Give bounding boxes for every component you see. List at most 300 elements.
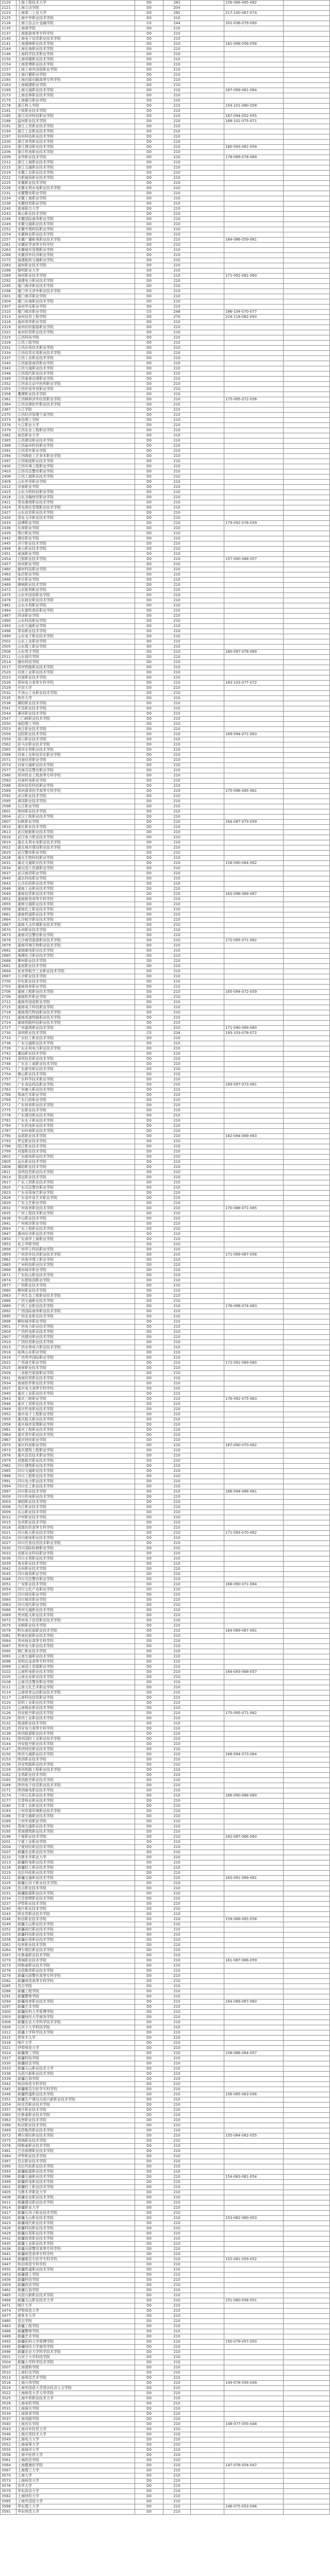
row-school-name: 江西经济管理干部学院	[16, 413, 135, 418]
row-level: D0	[135, 1757, 163, 1762]
row-count: 210	[163, 650, 191, 655]
row-phone	[224, 335, 284, 341]
row-phone	[224, 1860, 284, 1866]
table-row	[1, 1206, 330, 1211]
row-phone	[224, 1335, 284, 1340]
row-school-name: 安徽涉外经济职业学院	[16, 253, 135, 258]
row-count: 210	[163, 1062, 191, 1067]
row-note	[284, 397, 330, 402]
table-row	[1, 815, 330, 820]
row-note	[284, 588, 330, 593]
row-phone	[224, 634, 284, 639]
row-ratio	[191, 98, 224, 104]
row-ratio	[191, 2267, 224, 2273]
row-ratio	[191, 1866, 224, 1871]
row-code: 2225	[1, 181, 16, 186]
row-code: 3087	[1, 1644, 16, 1649]
row-school-name: 广东碧桂园职业学院	[16, 1278, 135, 1283]
row-school-name: 郑州铁路职业技术学院	[16, 665, 135, 670]
table-row	[1, 2236, 330, 2242]
row-code: 2275	[1, 258, 16, 263]
row-school-name: 泰山职业技术学院	[16, 547, 135, 552]
row-code: 3381	[1, 2149, 16, 2154]
table-row	[1, 1809, 330, 1814]
row-phone	[224, 1804, 284, 1809]
row-note	[284, 1242, 330, 1247]
row-note	[284, 11, 330, 16]
row-school-name: 广东司法警官职业学院	[16, 1185, 135, 1191]
row-count: 210	[163, 1788, 191, 1793]
table-row	[1, 938, 330, 943]
row-level: D0	[135, 2355, 163, 2360]
row-school-name: 山东电子职业技术学院	[16, 634, 135, 639]
row-phone: 164-093-068-057	[224, 1670, 284, 1675]
row-school-name: 上海出版印刷高等专科学校	[16, 78, 135, 83]
row-code: 2850	[1, 1237, 16, 1242]
row-level: D0	[135, 1052, 163, 1057]
row-count: 210	[163, 2329, 191, 2334]
row-count: 210	[163, 2206, 191, 2211]
table-row	[1, 2252, 330, 2257]
table-row	[1, 310, 330, 315]
row-note	[284, 1448, 330, 1453]
row-code: 2385	[1, 438, 16, 444]
row-count: 210	[163, 1907, 191, 1912]
row-phone: 150-079-057-050	[224, 2340, 284, 2345]
row-level: D0	[135, 1041, 163, 1046]
row-ratio	[191, 2489, 224, 2494]
row-code: 2406	[1, 474, 16, 480]
table-row	[1, 1000, 330, 1005]
row-school-name: 克拉玛依职业技术学院	[16, 1871, 135, 1876]
row-school-name: 和田职业技术学院	[16, 2123, 135, 2128]
row-count: 210	[163, 2242, 191, 2247]
row-school-name: 武汉工程职业技术学院	[16, 815, 135, 820]
table-row	[1, 2097, 330, 2103]
row-code: 2715	[1, 1005, 16, 1010]
row-note	[284, 1799, 330, 1804]
row-ratio	[191, 974, 224, 979]
table-row	[1, 1752, 330, 1757]
row-phone	[224, 1407, 284, 1412]
table-row	[1, 1902, 330, 1907]
row-count: 210	[163, 624, 191, 629]
table-row	[1, 37, 330, 42]
row-count: 210	[163, 2309, 191, 2314]
row-phone	[224, 444, 284, 449]
row-note	[284, 1103, 330, 1108]
row-phone	[224, 2097, 284, 2103]
row-code: 3312	[1, 2030, 16, 2036]
table-row	[1, 1680, 330, 1685]
table-row	[1, 1489, 330, 1495]
row-phone	[224, 47, 284, 52]
row-note	[284, 2262, 330, 2267]
row-note	[284, 809, 330, 815]
row-count: 210	[163, 98, 191, 104]
row-school-name: 陕西工业职业技术学院	[16, 1716, 135, 1721]
row-phone	[224, 2149, 284, 2154]
row-level: D0	[135, 2309, 163, 2314]
row-code: 2670	[1, 928, 16, 933]
row-code: 2721	[1, 1015, 16, 1021]
table-row	[1, 2355, 330, 2360]
table-row	[1, 2231, 330, 2236]
row-ratio	[191, 2484, 224, 2489]
row-phone	[224, 1459, 284, 1464]
row-code: 3018	[1, 1526, 16, 1531]
row-level: D0	[135, 784, 163, 789]
row-ratio	[191, 1232, 224, 1237]
table-row	[1, 1984, 330, 1989]
row-school-name: 江西工程学院	[16, 341, 135, 346]
row-phone	[224, 701, 284, 706]
row-note	[284, 2355, 330, 2360]
row-phone	[224, 207, 284, 212]
row-count: 210	[163, 1139, 191, 1144]
table-row	[1, 1726, 330, 1732]
table-row	[1, 1886, 330, 1891]
row-ratio	[191, 42, 224, 47]
row-school-name: 安徽国际商务职业学院	[16, 217, 135, 222]
row-code: 2337	[1, 356, 16, 361]
row-level: D0	[135, 1644, 163, 1649]
row-phone	[224, 1943, 284, 1948]
row-count: 210	[163, 758, 191, 763]
table-row	[1, 397, 330, 402]
row-school-name: 陕西铁路工程职业技术学院	[16, 1768, 135, 1773]
row-ratio	[191, 1185, 224, 1191]
table-row	[1, 2133, 330, 2139]
row-phone	[224, 1546, 284, 1551]
row-note	[284, 1701, 330, 1706]
row-school-name: 佛山职业技术学院	[16, 1072, 135, 1077]
table-row	[1, 500, 330, 505]
row-code: 3096	[1, 1659, 16, 1665]
row-note	[284, 500, 330, 505]
row-note	[284, 1819, 330, 1824]
row-note	[284, 1021, 330, 1026]
row-school-name: 湖南工业职业技术学院	[16, 887, 135, 892]
row-note	[284, 1010, 330, 1015]
row-level: D0	[135, 1366, 163, 1371]
row-level: D0	[135, 2283, 163, 2288]
row-level: D0	[135, 711, 163, 717]
row-school-name: 郑州信息科技职业学院	[16, 784, 135, 789]
table-row	[1, 1268, 330, 1273]
row-school-name: 河南机电职业学院	[16, 778, 135, 784]
row-ratio	[191, 2391, 224, 2396]
table-row	[1, 768, 330, 773]
row-school-name: 菏泽职业学院	[16, 614, 135, 619]
row-code: 2736	[1, 1041, 16, 1046]
row-phone: 168-101-075-071	[224, 119, 284, 124]
row-level: D0	[135, 737, 163, 742]
row-school-name: 上海兴伟学院	[16, 2381, 135, 2386]
row-level: D0	[135, 1304, 163, 1309]
row-note	[284, 871, 330, 876]
row-phone	[224, 665, 284, 670]
row-note	[284, 1397, 330, 1402]
row-level: D0	[135, 861, 163, 866]
row-ratio	[191, 1969, 224, 1974]
row-level: D0	[135, 562, 163, 567]
row-school-name: 上海政法学院	[16, 2458, 135, 2463]
row-count: 210	[163, 2314, 191, 2319]
row-school-name: 湖北国土资源职业学院	[16, 866, 135, 871]
row-count: 210	[163, 1850, 191, 1855]
row-phone	[224, 691, 284, 696]
row-phone	[224, 809, 284, 815]
table-row	[1, 2396, 330, 2401]
table-row	[1, 2262, 330, 2267]
table-row	[1, 2314, 330, 2319]
row-phone	[224, 2144, 284, 2149]
row-phone	[224, 2221, 284, 2226]
row-code: 2466	[1, 578, 16, 583]
row-school-name: 上海师范大学天华学院	[16, 2391, 135, 2396]
row-code: 3111	[1, 1685, 16, 1690]
table-row	[1, 552, 330, 557]
row-count: 210	[163, 78, 191, 83]
row-count: 210	[163, 964, 191, 969]
row-code: 3324	[1, 2051, 16, 2056]
row-level: D0	[135, 1433, 163, 1438]
row-phone	[224, 876, 284, 882]
row-ratio	[191, 1010, 224, 1015]
table-row	[1, 2319, 330, 2324]
row-note	[284, 258, 330, 263]
row-phone: 169-094-071-063	[224, 732, 284, 737]
row-phone	[224, 2453, 284, 2458]
row-school-name: 喀什大学	[16, 2041, 135, 2046]
table-row	[1, 1433, 330, 1438]
row-ratio	[191, 1824, 224, 1829]
row-ratio	[191, 923, 224, 928]
row-level: D0	[135, 1866, 163, 1871]
row-note	[284, 433, 330, 438]
row-phone	[224, 67, 284, 73]
row-ratio	[191, 2211, 224, 2216]
row-phone	[224, 1747, 284, 1752]
row-ratio	[191, 2092, 224, 2097]
row-school-name: 三亚航空旅游职业学院	[16, 1371, 135, 1376]
row-level: D0	[135, 794, 163, 799]
row-code: 2418	[1, 495, 16, 500]
row-ratio	[191, 160, 224, 165]
row-note	[284, 2257, 330, 2262]
row-level: D0	[135, 11, 163, 16]
row-level: D0	[135, 222, 163, 227]
row-phone	[224, 1484, 284, 1489]
row-level: D0	[135, 2278, 163, 2283]
row-phone: 149-078-056-049	[224, 2381, 284, 2386]
row-level: D0	[135, 1618, 163, 1623]
row-ratio	[191, 1206, 224, 1211]
row-note	[284, 1031, 330, 1036]
row-school-name: 广西农业职业技术学院	[16, 1314, 135, 1319]
row-code: 2163	[1, 83, 16, 88]
row-phone	[224, 408, 284, 413]
row-level: D0	[135, 1587, 163, 1592]
row-ratio	[191, 1505, 224, 1510]
row-level: D0	[135, 717, 163, 722]
row-count: 210	[163, 366, 191, 371]
row-school-name: 日照职业技术学院	[16, 557, 135, 562]
row-ratio	[191, 1350, 224, 1355]
row-note	[284, 6, 330, 11]
row-phone	[224, 78, 284, 83]
row-code: 3405	[1, 2190, 16, 2195]
row-note	[284, 289, 330, 294]
row-phone	[224, 1149, 284, 1155]
row-school-name: 海南经贸职业技术学院	[16, 1376, 135, 1381]
row-level: D0	[135, 1216, 163, 1222]
table-row	[1, 1891, 330, 1896]
row-school-name: 平顶山工业职业技术学院	[16, 691, 135, 696]
row-count: 210	[163, 1036, 191, 1041]
row-code: 2874	[1, 1278, 16, 1283]
table-row	[1, 1041, 330, 1046]
row-code: 2249	[1, 222, 16, 227]
row-note	[284, 536, 330, 541]
table-row	[1, 1829, 330, 1835]
row-note	[284, 454, 330, 459]
row-count: 210	[163, 248, 191, 253]
row-school-name: 上海科学技术职业学院	[16, 52, 135, 57]
row-note	[284, 1113, 330, 1118]
row-count: 210	[163, 773, 191, 778]
row-school-name: 江西青年职业学院	[16, 449, 135, 454]
row-count: 210	[163, 892, 191, 897]
row-note	[284, 392, 330, 397]
row-count: 248	[163, 310, 191, 315]
row-level: D0	[135, 995, 163, 1000]
row-code: 2961	[1, 1428, 16, 1433]
row-level: D0	[135, 2427, 163, 2432]
row-phone	[224, 2139, 284, 2144]
table-row	[1, 212, 330, 217]
row-count: 210	[163, 887, 191, 892]
row-phone: 175-096-065-061	[224, 789, 284, 794]
row-count: 210	[163, 2015, 191, 2020]
row-code: 3075	[1, 1623, 16, 1629]
row-code: 2400	[1, 464, 16, 469]
row-ratio	[191, 603, 224, 608]
row-level: D0	[135, 2412, 163, 2417]
row-ratio	[191, 562, 224, 567]
row-count: 210	[163, 1355, 191, 1361]
row-level: D0	[135, 485, 163, 490]
table-row	[1, 145, 330, 150]
row-count: 210	[163, 1325, 191, 1330]
row-level: D0	[135, 979, 163, 985]
row-code: 2568	[1, 753, 16, 758]
row-code: 2706	[1, 990, 16, 995]
row-level: D0	[135, 1551, 163, 1556]
row-note	[284, 1232, 330, 1237]
row-count: 210	[163, 2092, 191, 2097]
table-row	[1, 1618, 330, 1623]
row-note	[284, 948, 330, 954]
table-row	[1, 923, 330, 928]
row-phone	[224, 341, 284, 346]
row-note	[284, 1855, 330, 1860]
row-count: 210	[163, 1984, 191, 1989]
row-school-name: 内江职业技术学院	[16, 1505, 135, 1510]
row-school-name: 南昌理工学院	[16, 418, 135, 423]
row-count: 210	[163, 923, 191, 928]
row-code: 3474	[1, 2309, 16, 2314]
row-school-name: 乐山职业技术学院	[16, 1510, 135, 1515]
row-ratio	[191, 1546, 224, 1551]
table-row	[1, 1866, 330, 1871]
row-school-name: 塔里木大学	[16, 2036, 135, 2041]
row-code: 3165	[1, 1778, 16, 1783]
row-code: 2637	[1, 871, 16, 876]
row-code: 3255	[1, 1933, 16, 1938]
table-row	[1, 804, 330, 809]
row-code: 3483	[1, 2324, 16, 2329]
row-school-name: 新疆农业大学科学技术学院	[16, 2350, 135, 2355]
row-count: 210	[163, 1268, 191, 1273]
row-level: C0	[135, 21, 163, 26]
row-school-name: 新疆警察学院	[16, 2329, 135, 2334]
row-code: 3540	[1, 2422, 16, 2427]
row-code: 2370	[1, 413, 16, 418]
row-school-name: 江西省北京中医药职业学院	[16, 382, 135, 387]
table-row	[1, 742, 330, 748]
row-ratio	[191, 1134, 224, 1139]
row-phone	[224, 2128, 284, 2133]
row-school-name: 潍坊科技学院	[16, 660, 135, 665]
row-phone: 193-103-078-072	[224, 1031, 284, 1036]
row-count: 210	[163, 531, 191, 536]
table-row	[1, 2391, 330, 2396]
row-school-name: 上海财经大学	[16, 2494, 135, 2499]
row-note	[284, 1263, 330, 1268]
row-ratio	[191, 2314, 224, 2319]
row-level: D0	[135, 815, 163, 820]
row-school-name: 阿勒泰职业技术学院	[16, 1963, 135, 1969]
row-phone	[224, 2345, 284, 2350]
row-ratio	[191, 567, 224, 572]
row-note	[284, 567, 330, 572]
row-count: 210	[163, 799, 191, 804]
row-code: 3054	[1, 1587, 16, 1592]
row-phone	[224, 2195, 284, 2200]
table-row	[1, 1392, 330, 1397]
row-code: 2121	[1, 6, 16, 11]
row-note	[284, 171, 330, 176]
row-ratio	[191, 1036, 224, 1041]
row-count: 210	[163, 918, 191, 923]
row-ratio	[191, 16, 224, 21]
row-phone: 171-099-067-058	[224, 1252, 284, 1258]
table-row	[1, 2283, 330, 2288]
row-ratio	[191, 815, 224, 820]
row-note	[284, 1742, 330, 1747]
row-count: 210	[163, 2453, 191, 2458]
table-row	[1, 748, 330, 753]
row-code: 3036	[1, 1556, 16, 1562]
row-note	[284, 1175, 330, 1180]
row-code: 2682	[1, 948, 16, 954]
row-code: 2448	[1, 547, 16, 552]
row-level: D0	[135, 1680, 163, 1685]
row-ratio	[191, 47, 224, 52]
row-school-name: 新疆生产建设兵团兴新职业技术学院	[16, 2097, 135, 2103]
